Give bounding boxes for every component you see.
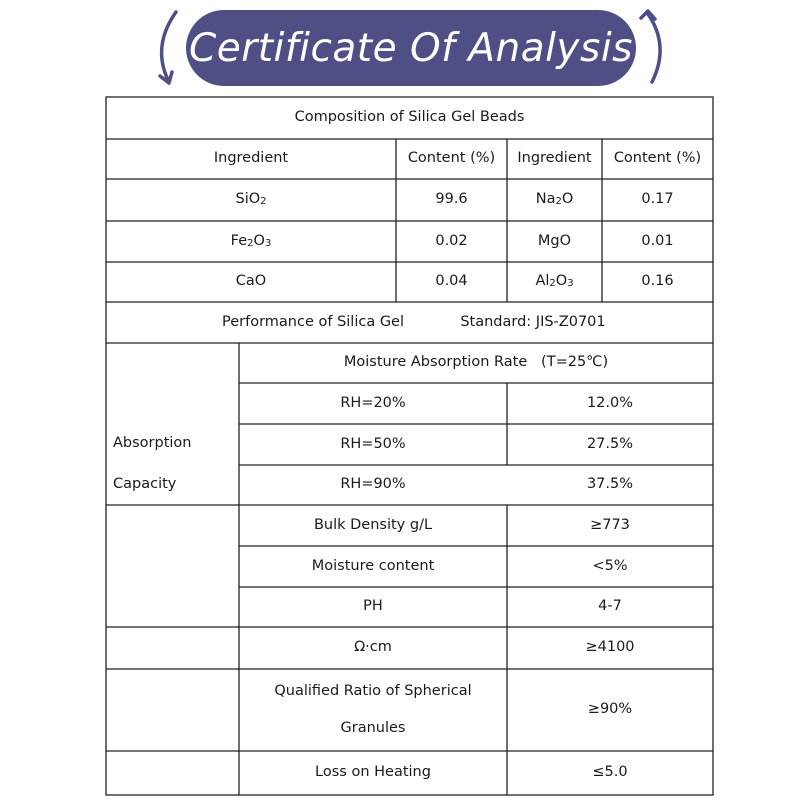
value-moisture-content: <5% (592, 557, 628, 574)
content-na2o: 0.17 (641, 191, 674, 208)
page-title: Certificate Of Analysis (189, 25, 633, 71)
value-bulk-density: ≥773 (590, 516, 630, 533)
rh-value-90: 37.5% (586, 476, 634, 493)
rh-value-50: 27.5% (586, 435, 634, 452)
absorption-label-line2: Capacity (113, 476, 177, 493)
absorption-label-line1: Absorption (113, 435, 192, 452)
content-mgo: 0.01 (641, 232, 674, 249)
absorption-rate-header: Moisture Absorption Rate (T=25℃) (343, 354, 609, 371)
value-ph: 4-7 (598, 598, 622, 615)
property-loss-on-heating: Loss on Heating (315, 764, 431, 781)
ingredient-sio2: SiO 2 (235, 191, 267, 208)
rh-condition-90: RH=90% (340, 476, 406, 493)
rh-value-20: 12.0% (586, 394, 634, 411)
col-header-content-right: Content (%) (613, 150, 702, 167)
content-al2o3: 0.16 (641, 273, 674, 290)
property-ph: PH (363, 598, 383, 615)
property-resistivity: Ω·cm (354, 639, 392, 656)
col-header-content-left: Content (%) (407, 150, 496, 167)
value-spherical-ratio: ≥90% (587, 701, 633, 718)
ingredient-fe2o3: Fe 2 O 3 (230, 232, 272, 249)
performance-standard: Standard: JIS-Z0701 (460, 313, 606, 330)
composition-title: Composition of Silica Gel Beads (294, 109, 525, 126)
ingredient-al2o3: Al 2 O 3 (535, 273, 574, 290)
content-sio2: 99.6 (435, 191, 468, 208)
ingredient-cao: CaO (235, 273, 267, 290)
property-moisture-content: Moisture content (311, 557, 435, 574)
property-spherical-ratio: Qualified Ratio of Spherical Granules (274, 682, 472, 736)
col-header-ingredient-left: Ingredient (213, 150, 289, 167)
value-loss-on-heating: ≤5.0 (592, 764, 628, 781)
rh-condition-20: RH=20% (340, 394, 406, 411)
property-bulk-density: Bulk Density g/L (313, 516, 433, 533)
ingredient-na2o: Na 2 O (535, 191, 574, 208)
rh-condition-50: RH=50% (340, 435, 406, 452)
col-header-ingredient-right: Ingredient (517, 150, 592, 167)
content-fe2o3: 0.02 (435, 232, 468, 249)
performance-title: Performance of Silica Gel (221, 313, 405, 330)
content-cao: 0.04 (435, 273, 468, 290)
value-resistivity: ≥4100 (585, 639, 635, 656)
ingredient-mgo: MgO (537, 232, 572, 249)
